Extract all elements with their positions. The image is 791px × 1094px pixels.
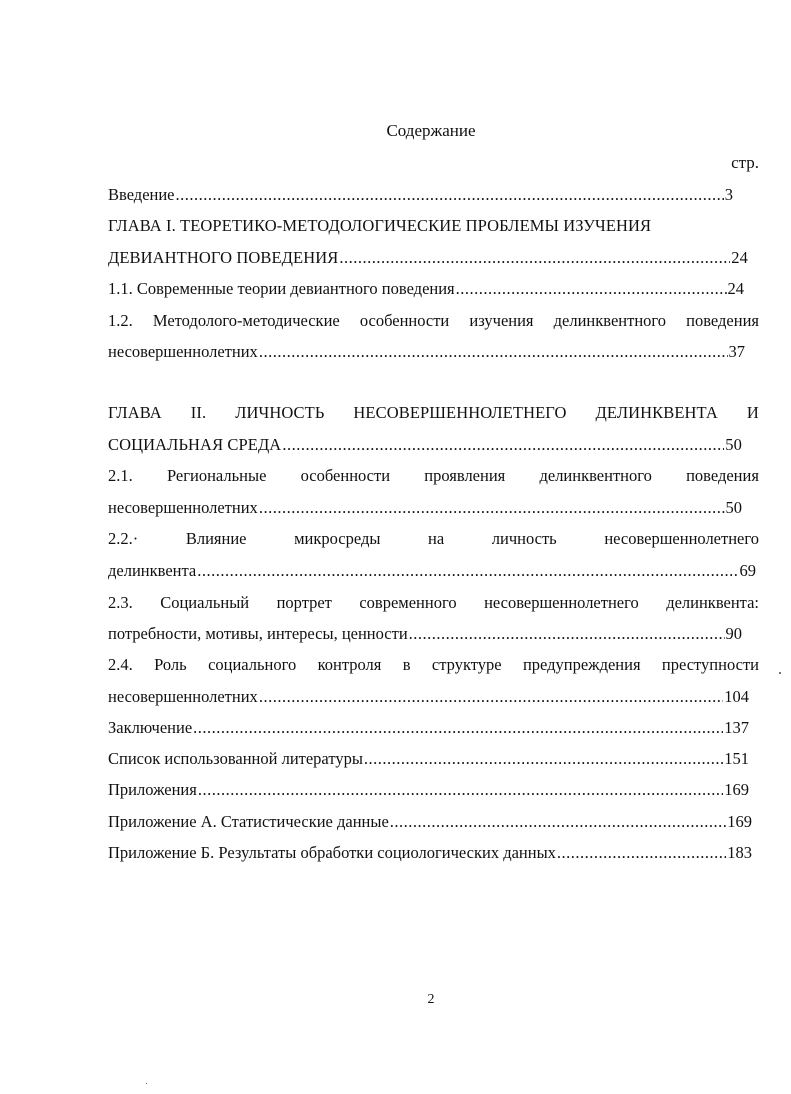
toc-entry-text: Приложение А. Статистические данные [108, 812, 389, 831]
toc-entry-text: несовершеннолетних [108, 687, 258, 706]
dot-leader [390, 812, 726, 832]
dot-leader [364, 749, 723, 769]
toc-word: делинквентного [553, 311, 667, 330]
toc-entry-page: 50 [725, 435, 742, 454]
toc-word: ЛИЧНОСТЬ [235, 403, 325, 422]
dot-leader [259, 342, 728, 362]
dot-leader [282, 435, 724, 455]
toc-entry-text: несовершеннолетних [108, 342, 258, 361]
toc-chapter-2-line1 [108, 403, 759, 423]
toc-entry-text: делинквента [108, 561, 197, 580]
toc-entry-2-1-line1 [108, 466, 759, 486]
toc-word: И [746, 403, 759, 422]
toc-word: Региональные [166, 466, 267, 485]
dot-leader [456, 279, 727, 299]
dot-leader [339, 248, 730, 268]
toc-entry-text: 1.1. Современные теории девиантного поведения [108, 279, 455, 298]
toc-word: Социальный [160, 593, 250, 612]
toc-entry-2-2-line1 [108, 529, 759, 549]
toc-entry-text: Приложения [108, 780, 197, 799]
toc-word: преступности [661, 655, 759, 674]
toc-word: в [402, 655, 411, 674]
toc-word: ГЛАВА [108, 403, 162, 422]
toc-word: на [428, 529, 445, 548]
toc-entry-page: 3 [724, 185, 733, 204]
dot-leader [259, 687, 723, 707]
toc-entry-page: 50 [725, 498, 742, 517]
toc-entry-text: ДЕВИАНТНОГО ПОВЕДЕНИЯ [108, 248, 339, 267]
toc-entry-text: СОЦИАЛЬНАЯ СРЕДА [108, 435, 282, 454]
toc-entry-1-2-line1 [108, 311, 759, 331]
toc-chapter-1-line1: ГЛАВА I. ТЕОРЕТИКО-МЕТОДОЛОГИЧЕСКИЕ ПРОБЛЕМЫ ИЗУЧЕНИЯ [108, 216, 652, 235]
dot-leader [198, 780, 723, 800]
toc-entry-intro [108, 185, 733, 205]
toc-entry-page: 183 [727, 843, 752, 862]
toc-word: 1.2. [108, 311, 133, 330]
toc-word: несовершеннолетнего [604, 529, 759, 548]
toc-entry-conclusion [108, 718, 749, 738]
toc-entry-page: 69 [739, 561, 756, 580]
toc-entry-text: Заключение [108, 718, 193, 737]
toc-entry-bibliography [108, 749, 749, 769]
toc-word: современного [359, 593, 457, 612]
toc-entry-2-2 [108, 561, 756, 581]
toc-word: социального [208, 655, 297, 674]
toc-word: портрет [276, 593, 332, 612]
toc-chapter-1 [108, 248, 748, 268]
toc-word: делинквентного [539, 466, 652, 485]
toc-entry-appendix-a [108, 812, 752, 832]
toc-word: особенности [359, 311, 450, 330]
toc-entry-page: 24 [727, 279, 744, 298]
toc-entry-2-4 [108, 687, 749, 707]
toc-word: поведения [686, 311, 759, 330]
toc-word: личность [491, 529, 557, 548]
page-column-label: стр. [731, 153, 759, 172]
toc-entry-1-2 [108, 342, 745, 362]
dot-leader [409, 624, 725, 644]
toc-entry-text: Введение [108, 185, 175, 204]
page-number: 2 [427, 992, 435, 1007]
dot-leader [197, 561, 738, 581]
scan-speck [779, 672, 781, 674]
toc-word: 2.1. [108, 466, 133, 485]
toc-word: Методолого-методические [152, 311, 340, 330]
toc-entry-page: 169 [727, 812, 752, 831]
toc-entry-page: 137 [724, 718, 749, 737]
toc-entry-page: 24 [731, 248, 748, 267]
toc-word: делинквента: [666, 593, 759, 612]
toc-entry-1-1 [108, 279, 744, 299]
toc-word: особенности [300, 466, 391, 485]
toc-word: несовершеннолетнего [484, 593, 639, 612]
toc-word: 2.2.· [108, 529, 139, 548]
toc-word: 2.4. [108, 655, 133, 674]
toc-word: проявления [424, 466, 506, 485]
toc-entry-text: Список использованной литературы [108, 749, 363, 768]
toc-word: II. [190, 403, 207, 422]
toc-entry-page: 37 [728, 342, 745, 361]
toc-word: предупреждения [522, 655, 641, 674]
toc-entry-text: потребности, мотивы, интересы, ценности [108, 624, 408, 643]
toc-word: Роль [154, 655, 187, 674]
toc-word: НЕСОВЕРШЕННОЛЕТНЕГО [353, 403, 567, 422]
dot-leader [193, 718, 723, 738]
toc-entry-page: 104 [724, 687, 749, 706]
toc-entry-appendices [108, 780, 749, 800]
toc-entry-page: 151 [724, 749, 749, 768]
toc-word: поведения [686, 466, 759, 485]
toc-word: Влияние [185, 529, 247, 548]
toc-entry-text: несовершеннолетних [108, 498, 258, 517]
toc-word: контроля [317, 655, 382, 674]
toc-chapter-2 [108, 435, 742, 455]
toc-word: изучения [469, 311, 534, 330]
toc-word: микросреды [294, 529, 381, 548]
toc-entry-2-3-line1 [108, 593, 759, 613]
page-title: Содержание [386, 121, 476, 140]
toc-word: ДЕЛИНКВЕНТА [595, 403, 718, 422]
toc-entry-2-4-line1 [108, 655, 759, 675]
toc-entry-page: 90 [725, 624, 742, 643]
scan-speck [146, 1083, 147, 1084]
toc-entry-text: Приложение Б. Результаты обработки социологических данных [108, 843, 556, 862]
dot-leader [176, 185, 724, 205]
toc-entry-2-1 [108, 498, 742, 518]
toc-entry-2-3 [108, 624, 742, 644]
dot-leader [557, 843, 726, 863]
toc-word: структуре [431, 655, 502, 674]
toc-word: 2.3. [108, 593, 133, 612]
toc-entry-appendix-b [108, 843, 752, 863]
dot-leader [259, 498, 725, 518]
toc-entry-page: 169 [724, 780, 749, 799]
